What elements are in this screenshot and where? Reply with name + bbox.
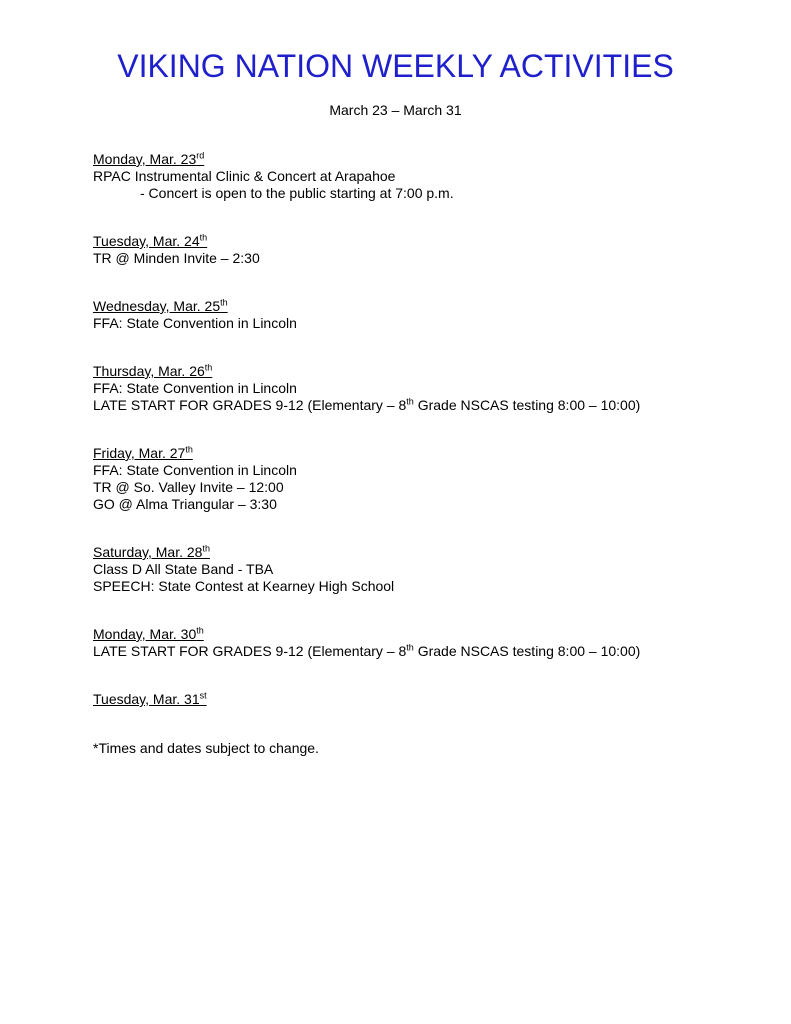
- day-section-tuesday-31: [93, 690, 733, 708]
- day-heading: Monday, Mar. 23rd: [93, 150, 205, 167]
- day-section-thursday-26: [93, 362, 733, 414]
- event-note-line: - Concert is open to the public starting at 7:00 p.m.: [140, 185, 454, 201]
- day-section-saturday-28: [93, 543, 733, 595]
- disclaimer-note: *Times and dates subject to change.: [93, 740, 319, 756]
- event-line: TR @ Minden Invite – 2:30: [93, 250, 260, 266]
- day-heading: Monday, Mar. 30th: [93, 625, 204, 642]
- day-section-tuesday-24: [93, 232, 733, 267]
- event-line: FFA: State Convention in Lincoln: [93, 380, 297, 396]
- event-line: RPAC Instrumental Clinic & Concert at Arapahoe: [93, 168, 396, 184]
- date-range: March 23 – March 31: [329, 102, 462, 118]
- day-heading: Friday, Mar. 27th: [93, 444, 193, 461]
- day-heading: Wednesday, Mar. 25th: [93, 297, 228, 314]
- event-line: Class D All State Band - TBA: [93, 561, 274, 577]
- event-line: GO @ Alma Triangular – 3:30: [93, 496, 277, 512]
- day-heading: Thursday, Mar. 26th: [93, 362, 213, 379]
- page-title: VIKING NATION WEEKLY ACTIVITIES: [117, 48, 674, 84]
- day-heading: Tuesday, Mar. 31st: [93, 690, 207, 707]
- day-section-wednesday-25: [93, 297, 733, 332]
- event-line: FFA: State Convention in Lincoln: [93, 315, 297, 331]
- day-section-monday-30: [93, 625, 733, 660]
- day-heading: Tuesday, Mar. 24th: [93, 232, 208, 249]
- day-section-monday-23: [93, 150, 733, 202]
- late-start-line: LATE START FOR GRADES 9-12 (Elementary – 8th Grade NSCAS testing 8:00 – 10:00): [93, 396, 641, 413]
- event-line: FFA: State Convention in Lincoln: [93, 462, 297, 478]
- day-section-friday-27: [93, 444, 733, 513]
- event-line: SPEECH: State Contest at Kearney High School: [93, 578, 395, 594]
- event-line: TR @ So. Valley Invite – 12:00: [93, 479, 284, 495]
- late-start-line: LATE START FOR GRADES 9-12 (Elementary – 8th Grade NSCAS testing 8:00 – 10:00): [93, 642, 641, 659]
- day-heading: Saturday, Mar. 28th: [93, 543, 210, 560]
